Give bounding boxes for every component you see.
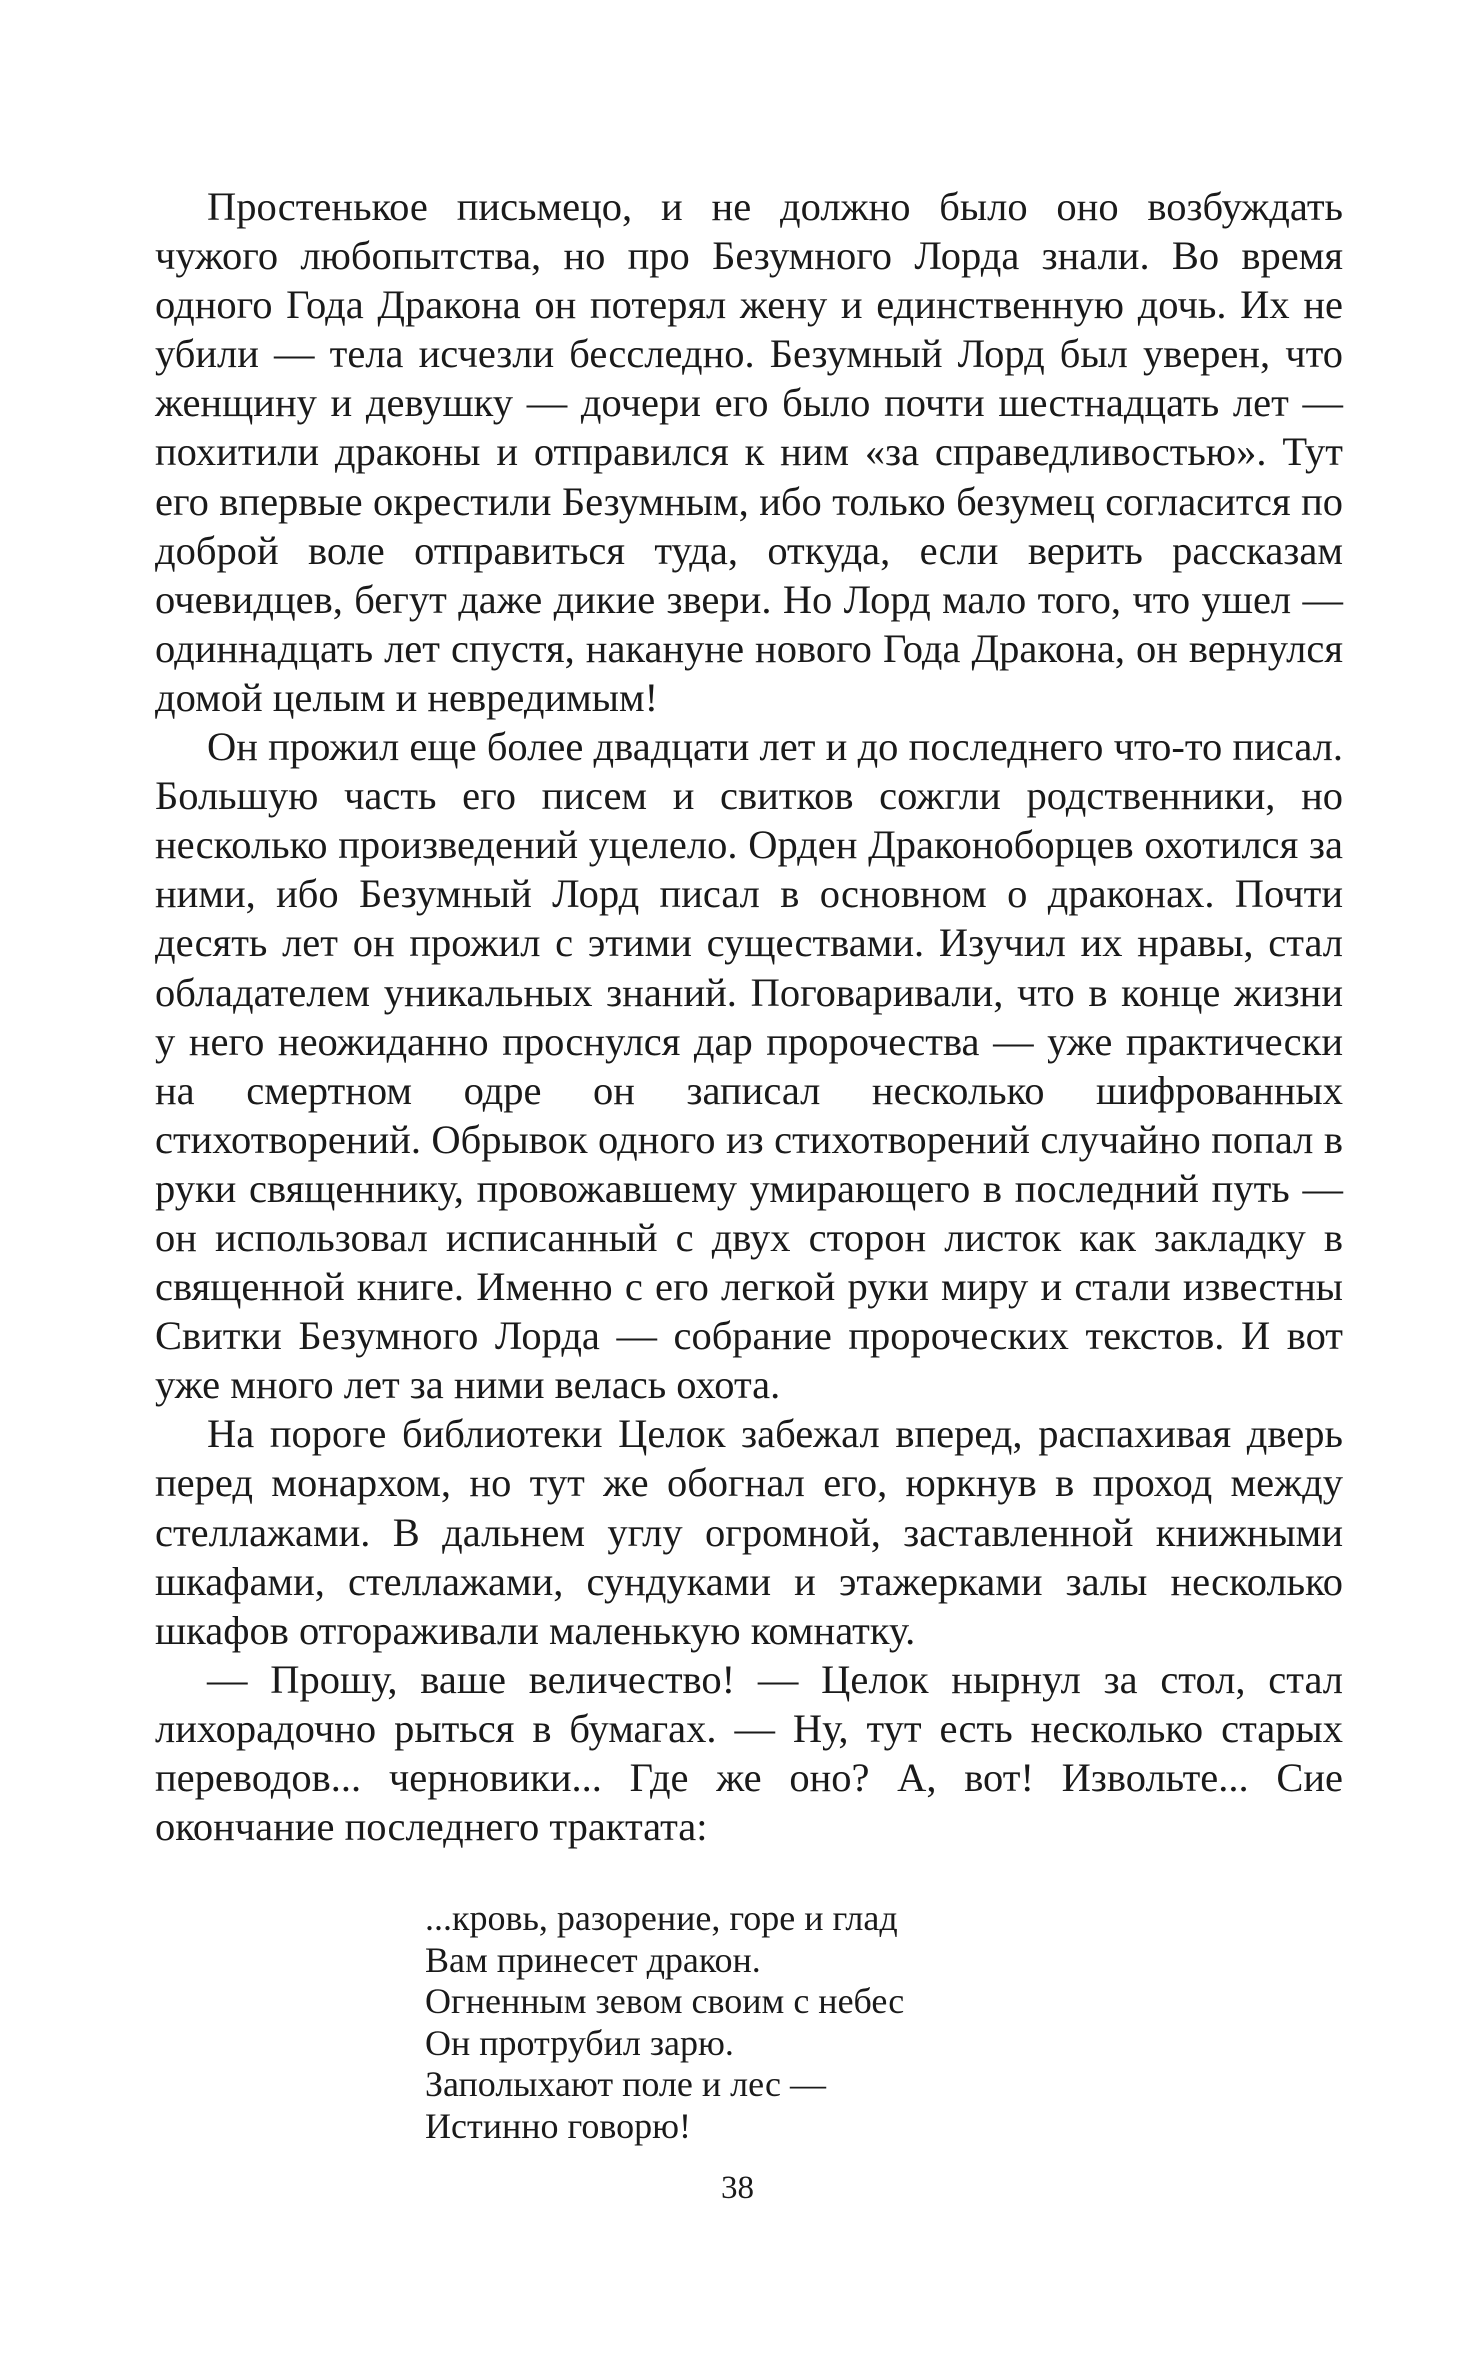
- poem-line: Вам принесет дракон.: [425, 1939, 761, 1980]
- body-text: [155, 182, 1343, 1851]
- poem-line: Истинно говорю!: [425, 2105, 692, 2146]
- poem-line: Заполыхают поле и лес —: [425, 2064, 826, 2104]
- paragraph: Простенькое письмецо, и не должно было оно возбуждать чужого любопытства, но про Безумного Лорда знали. Во время одного Года Дракона он потерял жену и единственную дочь. Их не убили — тела исчезли бесследно. Безумный Лорд был уверен, что женщину и девушку — дочери его было почти шестнадцать лет — похитили драконы и отправился к ним «за справедливостью». Тут его впервые окрестили Безумным, ибо только безумец согласится по доброй воле отправиться туда, откуда, если верить рассказам очевидцев, бегут даже дикие звери. Но Лорд мало того, что ушел — одиннадцать лет спустя, накануне нового Года Дракона, он вернулся домой целым и невредимым!: [155, 184, 1343, 720]
- poem-line: ...кровь, разорение, горе и глад: [425, 1898, 898, 1938]
- poem-line: Он протрубил зарю.: [425, 2022, 734, 2063]
- paragraph: Он прожил еще более двадцати лет и до последнего что-то писал. Большую часть его писем и свитков сожгли родственники, но несколько произведений уцелело. Орден Драконоборцев охотился за ними, ибо Безумный Лорд писал в основном о драконах. Почти десять лет он прожил с этими существами. Изучил их нравы, стал обладателем уникальных знаний. Поговаривали, что в конце жизни у него неожиданно проснулся дар пророчества — уже практически на смертном одре он записал несколько шифрованных стихотворений. Обрывок одного из стихотворений случайно попал в руки священнику, провожавшему умирающего в последний путь — он использовал исписанный с двух сторон листок как закладку в священной книге. Именно с его легкой руки миру и стали известны Свитки Безумного Лорда — собрание пророческих текстов. И вот уже много лет за ними велась охота.: [155, 724, 1343, 1408]
- poem-line: Огненным зевом своим с небес: [425, 1981, 905, 2021]
- page-number: 38: [721, 2170, 754, 2206]
- poem-verse: [425, 1898, 1125, 2147]
- paragraph: — Прошу, ваше величество! — Целок нырнул за стол, стал лихорадочно рыться в бумагах. — Ну, тут есть несколько старых переводов... черновики... Где же оно? А, вот! Извольте... Сие окончание последнего трактата:: [155, 1656, 1343, 1850]
- paragraph: На пороге библиотеки Целок забежал вперед, распахивая дверь перед монархом, но тут же обогнал его, юркнув в проход между стеллажами. В дальнем углу огромной, заставленной книжными шкафами, стеллажами, сундуками и этажерками залы несколько шкафов отгораживали маленькую комнатку.: [155, 1411, 1343, 1653]
